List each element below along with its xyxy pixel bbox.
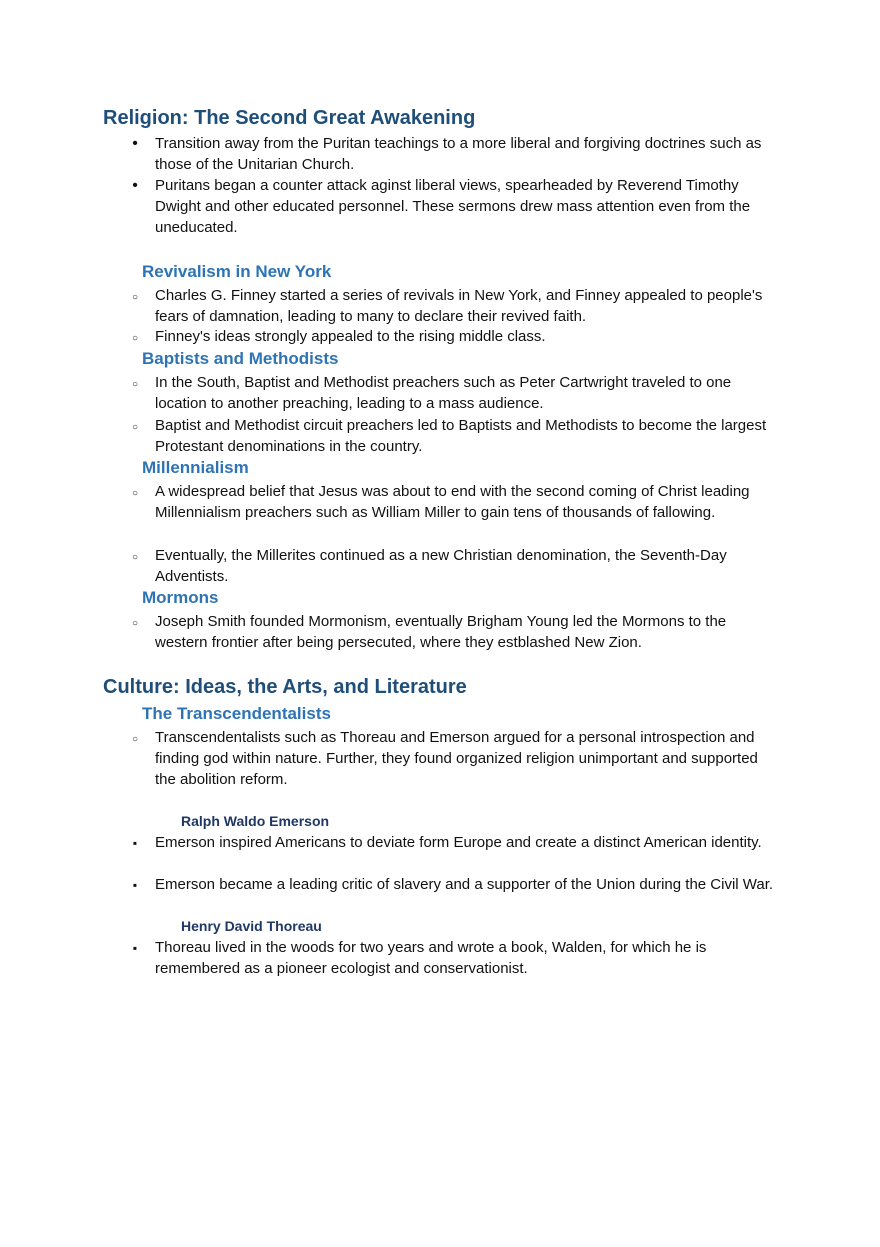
bullet-circle-icon — [128, 326, 142, 349]
list-item: Emerson inspired Americans to deviate form Europe and create a distinct American identity. — [155, 834, 762, 851]
section-heading-culture: Culture: Ideas, the Arts, and Literature — [103, 676, 467, 698]
section-heading-religion: Religion: The Second Great Awakening — [103, 107, 476, 129]
list-item: Emerson became a leading critic of slavery and a supporter of the Union during the Civil War. — [155, 876, 774, 893]
bullet-circle-icon — [128, 545, 142, 568]
list-item: A widespread belief that Jesus was about to end with the second coming of Christ leading Millennialism preachers such as William Miller to gain tens of thousands of fallowing. — [155, 483, 750, 521]
list-item: Finney's ideas strongly appealed to the rising middle class. — [155, 328, 546, 345]
list-item: Transcendentalists such as Thoreau and Emerson argued for a personal introspection and finding god within nature. Further, they found organized religion unimportant and supported the abolition reform. — [155, 729, 758, 788]
bullet-disc-icon — [128, 175, 142, 196]
bullet-circle-icon — [128, 481, 142, 504]
list-item: Thoreau lived in the woods for two years and wrote a book, Walden, for which he is remembered as a pioneer ecologist and conservationist. — [155, 939, 707, 977]
list-item: In the South, Baptist and Methodist preachers such as Peter Cartwright traveled to one location to another preaching, leading to a mass audience. — [155, 374, 732, 412]
subsection-heading-millennialism: Millennialism — [142, 458, 249, 477]
list-item: Puritans began a counter attack aginst liberal views, spearheaded by Reverend Timothy Dwight and other educated personnel. These sermons drew mass attention even from the uneducated. — [155, 177, 751, 236]
bullet-disc-icon — [128, 133, 142, 154]
person-heading-thoreau: Henry David Thoreau — [181, 918, 322, 934]
bullet-square-icon — [128, 874, 142, 896]
list-item: Eventually, the Millerites continued as a new Christian denomination, the Seventh-Day Adventists. — [155, 547, 727, 585]
list-item: Transition away from the Puritan teachings to a more liberal and forgiving doctrines such as those of the Unitarian Church. — [155, 135, 762, 173]
list-item: Baptist and Methodist circuit preachers led to Baptists and Methodists to become the largest Protestant denominations in the country. — [155, 417, 767, 455]
bullet-circle-icon — [128, 285, 142, 308]
subsection-heading-baptists: Baptists and Methodists — [142, 349, 339, 368]
bullet-circle-icon — [128, 415, 142, 438]
subsection-heading-transcendentalists: The Transcendentalists — [142, 704, 331, 723]
subsection-heading-mormons: Mormons — [142, 588, 219, 607]
list-item: Joseph Smith founded Mormonism, eventually Brigham Young led the Mormons to the western frontier after being persecuted, where they estblashed New Zion. — [155, 613, 727, 651]
subsection-heading-revivalism: Revivalism in New York — [142, 262, 332, 281]
bullet-circle-icon — [128, 372, 142, 395]
list-item: Charles G. Finney started a series of revivals in New York, and Finney appealed to people's fears of damnation, leading to many to declare their revived faith. — [155, 287, 763, 325]
bullet-square-icon — [128, 937, 142, 959]
bullet-square-icon — [128, 832, 142, 854]
bullet-circle-icon — [128, 611, 142, 634]
bullet-circle-icon — [128, 727, 142, 750]
person-heading-emerson: Ralph Waldo Emerson — [181, 813, 330, 829]
